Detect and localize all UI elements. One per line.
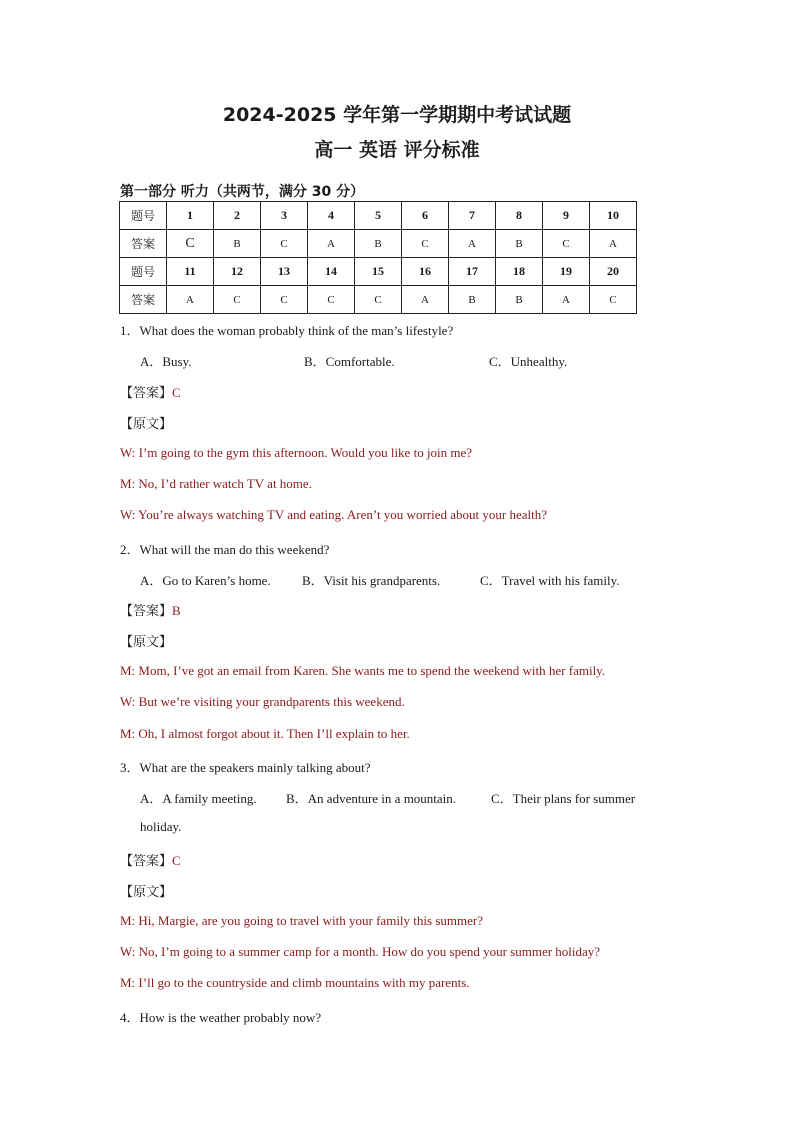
table-cell: 14 (308, 258, 355, 286)
table-cell: 20 (590, 258, 637, 286)
option-b: B．Visit his grandparents. (302, 573, 441, 588)
table-row (120, 230, 637, 258)
table-cell: C (543, 230, 590, 258)
answer-tag: 【答案】 (120, 604, 173, 619)
table-cell: 3 (261, 202, 308, 230)
page-subtitle: 高一 英语 评分标准 (314, 139, 480, 161)
table-cell: C (402, 230, 449, 258)
table-cell: B (496, 230, 543, 258)
table-cell: A (167, 286, 214, 314)
option-a: A．Busy. (140, 354, 192, 369)
question-3-options (140, 788, 660, 806)
question-2-options (140, 570, 700, 588)
table-cell: 2 (214, 202, 261, 230)
answer-value: C (172, 853, 181, 868)
table-cell: 13 (261, 258, 308, 286)
table-cell: 16 (402, 258, 449, 286)
table-cell: C (261, 230, 308, 258)
table-cell: C (167, 230, 214, 258)
answer-line-3 (120, 850, 181, 869)
table-cell: 19 (543, 258, 590, 286)
dialogue-line: W: You’re always watching TV and eating. Aren’t you worried about your health? (120, 507, 547, 522)
question-1-stem: 1．What does the woman probably think of the man’s lifestyle? (120, 323, 454, 338)
table-cell: C (261, 286, 308, 314)
dialogue-line: W: I’m going to the gym this afternoon. Would you like to join me? (120, 445, 473, 460)
answer-key-table (119, 201, 637, 314)
table-cell: 8 (496, 202, 543, 230)
dialogue-line: M: Mom, I’ve got an email from Karen. She wants me to spend the weekend with her family. (120, 663, 606, 678)
page-title: 2024-2025 学年第一学期期中考试试题 (222, 104, 572, 126)
table-row (120, 202, 637, 230)
option-b: B．Comfortable. (304, 354, 395, 369)
table-cell: A (308, 230, 355, 258)
dialogue-line: W: But we’re visiting your grandparents this weekend. (120, 694, 405, 709)
row-label: 题号 (120, 202, 167, 230)
original-tag: 【原文】 (120, 885, 173, 900)
option-c: C．Unhealthy. (489, 354, 568, 369)
table-cell: 4 (308, 202, 355, 230)
table-cell: 10 (590, 202, 637, 230)
table-cell: 5 (355, 202, 402, 230)
table-cell: A (449, 230, 496, 258)
option-b: B．An adventure in a mountain. (286, 791, 457, 806)
answer-tag: 【答案】 (120, 386, 173, 401)
row-label: 答案 (120, 286, 167, 314)
table-cell: 18 (496, 258, 543, 286)
table-cell: A (590, 230, 637, 258)
question-2-stem: 2．What will the man do this weekend? (120, 542, 330, 557)
row-label: 题号 (120, 258, 167, 286)
table-cell: A (402, 286, 449, 314)
table-cell: C (590, 286, 637, 314)
dialogue-line: M: I’ll go to the countryside and climb mountains with my parents. (120, 975, 470, 990)
dialogue-line: M: Oh, I almost forgot about it. Then I’ll explain to her. (120, 726, 410, 741)
option-a: A．Go to Karen’s home. (140, 573, 271, 588)
answer-value: C (172, 385, 181, 400)
option-c-continued: holiday. (140, 819, 182, 834)
dialogue-line: W: No, I’m going to a summer camp for a month. How do you spend your summer holiday? (120, 944, 601, 959)
table-cell: 6 (402, 202, 449, 230)
answer-line-2 (120, 600, 181, 619)
table-cell: 12 (214, 258, 261, 286)
question-3-stem: 3．What are the speakers mainly talking about? (120, 760, 371, 775)
option-a: A．A family meeting. (140, 791, 257, 806)
option-c: C．Their plans for summer (491, 791, 636, 806)
dialogue-line: M: No, I’d rather watch TV at home. (120, 476, 312, 491)
table-cell: B (214, 230, 261, 258)
table-cell: 1 (167, 202, 214, 230)
answer-value: B (172, 603, 181, 618)
original-tag: 【原文】 (120, 417, 173, 432)
section-heading-listening: 第一部分 听力（共两节，满分 30 分） (120, 184, 365, 200)
table-cell: C (355, 286, 402, 314)
table-cell: B (355, 230, 402, 258)
row-label: 答案 (120, 230, 167, 258)
original-tag: 【原文】 (120, 635, 173, 650)
dialogue-line: M: Hi, Margie, are you going to travel with your family this summer? (120, 913, 483, 928)
table-cell: C (214, 286, 261, 314)
question-1-options (140, 351, 700, 369)
table-cell: C (308, 286, 355, 314)
table-row (120, 286, 637, 314)
option-c: C．Travel with his family. (480, 573, 620, 588)
table-cell: A (543, 286, 590, 314)
answer-tag: 【答案】 (120, 854, 173, 869)
table-cell: 17 (449, 258, 496, 286)
table-row (120, 258, 637, 286)
table-cell: 7 (449, 202, 496, 230)
table-cell: 9 (543, 202, 590, 230)
table-cell: 11 (167, 258, 214, 286)
table-cell: B (496, 286, 543, 314)
table-cell: 15 (355, 258, 402, 286)
table-cell: B (449, 286, 496, 314)
answer-line-1 (120, 382, 181, 401)
question-4-stem: 4．How is the weather probably now? (120, 1010, 322, 1025)
